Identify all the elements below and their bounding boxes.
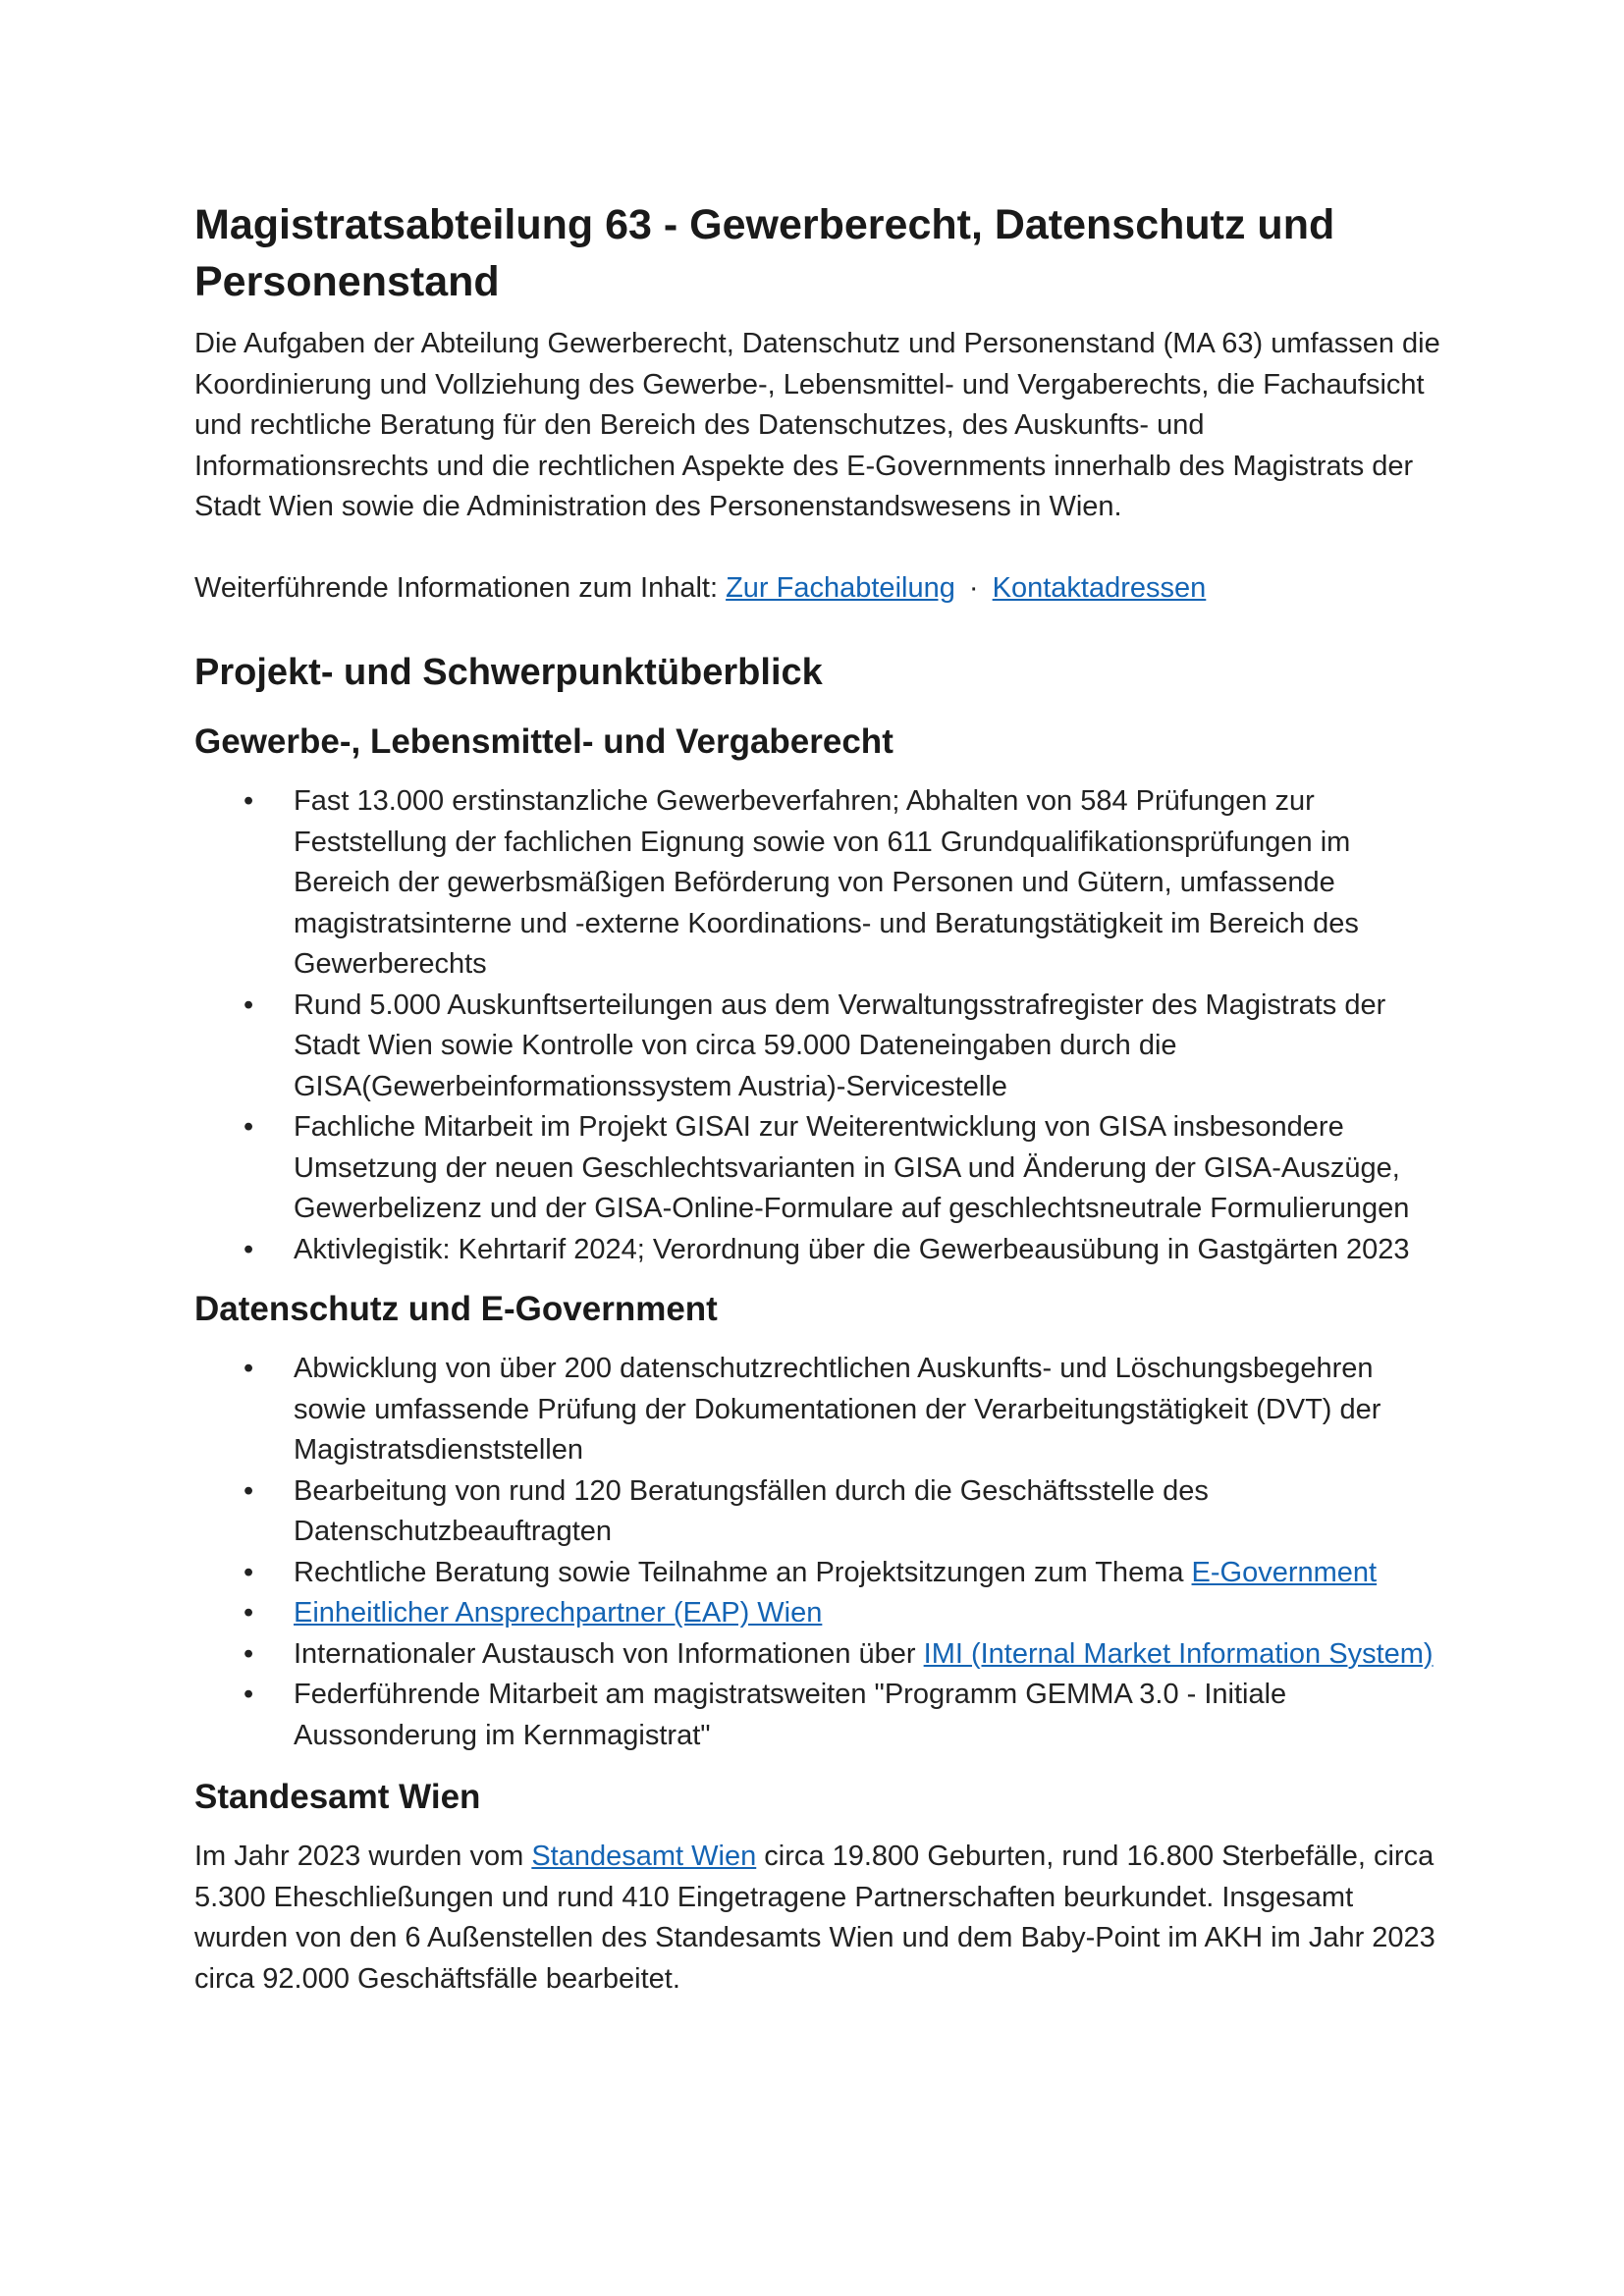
list-item	[194, 1634, 1441, 1676]
document-page	[194, 196, 1441, 2000]
list-item-text: Rechtliche Beratung sowie Teilnahme an Projektsitzungen zum Thema	[294, 1556, 1184, 1588]
section-heading-gewerbe: Gewerbe-, Lebensmittel- und Vergaberecht	[194, 722, 893, 761]
list-item: • Bearbeitung von rund 120 Beratungsfällen durch die Geschäftsstelle des Datenschutzbeauftragten	[194, 1471, 1441, 1553]
fachabteilung-link[interactable]: Zur Fachabteilung	[726, 571, 955, 604]
overview-heading: Projekt- und Schwerpunktüberblick	[194, 652, 823, 693]
e-government-link[interactable]: E-Government	[1191, 1556, 1378, 1588]
link-separator: ·	[968, 571, 979, 604]
list-item: • Aktivlegistik: Kehrtarif 2024; Verordnung über die Gewerbeausübung in Gastgärten 2023	[194, 1230, 1441, 1271]
more-info-line	[194, 568, 1441, 610]
datenschutz-list	[194, 1349, 1441, 1756]
imi-link[interactable]: IMI (Internal Market Information System)	[923, 1637, 1434, 1670]
standesamt-text-after: circa 19.800 Geburten, rund 16.800 Sterbefälle, circa 5.300 Eheschließungen und rund 410 Eingetragene Partnerschaften beurkundet. Insgesamt wurden von den 6 Außenstellen des Standesamts Wien und dem Baby-Point im AKH im Jahr 2023 circa 92.000 Geschäftsfälle bearbeitet.	[194, 1841, 1435, 1995]
list-item: • Federführende Mitarbeit am magistratsweiten "Programm GEMMA 3.0 - Initiale Aussonderung im Kernmagistrat"	[194, 1675, 1441, 1756]
intro-paragraph: Die Aufgaben der Abteilung Gewerberecht, Datenschutz und Personenstand (MA 63) umfassen die Koordinierung und Vollziehung des Gewerbe-, Lebensmittel- und Vergaberechts, die Fachaufsicht und rechtliche Beratung für den Bereich des Datenschutzes, des Auskunfts- und Informationsrechts und die rechtlichen Aspekte des E-Governments innerhalb des Magistrats der Stadt Wien sowie die Administration des Personenstandswesens in Wien.	[194, 328, 1440, 522]
list-item: • Fachliche Mitarbeit im Projekt GISAI zur Weiterentwicklung von GISA insbesondere Umsetzung der neuen Geschlechtsvarianten in GISA und Änderung der GISA-Auszüge, Gewerbelizenz und der GISA-Online-Formulare auf geschlechtsneutrale Formulierungen	[194, 1107, 1441, 1230]
list-item	[194, 1593, 1441, 1634]
list-item-text: Internationaler Austausch von Informationen über	[294, 1637, 916, 1670]
more-info-label: Weiterführende Informationen zum Inhalt:	[194, 571, 719, 604]
list-item: • Abwicklung von über 200 datenschutzrechtlichen Auskunfts- und Löschungsbegehren sowie umfassende Prüfung der Dokumentationen der Verarbeitungstätigkeit (DVT) der Magistratsdienststellen	[194, 1349, 1441, 1471]
eap-wien-link[interactable]: Einheitlicher Ansprechpartner (EAP) Wien	[294, 1597, 823, 1629]
list-item: • Rund 5.000 Auskunftserteilungen aus dem Verwaltungsstrafregister des Magistrats der Stadt Wien sowie Kontrolle von circa 59.000 Dateneingaben durch die GISA(Gewerbeinformationssystem Austria)-Servicestelle	[194, 986, 1441, 1108]
list-item	[194, 1553, 1441, 1594]
list-item: • Fast 13.000 erstinstanzliche Gewerbeverfahren; Abhalten von 584 Prüfungen zur Feststellung der fachlichen Eignung sowie von 611 Grundqualifikationsprüfungen im Bereich der gewerbsmäßigen Beförderung von Personen und Gütern, umfassende magistratsinterne und -externe Koordinations- und Beratungstätigkeit im Bereich des Gewerberechts	[194, 781, 1441, 986]
page-title: Magistratsabteilung 63 - Gewerberecht, Datenschutz und Personenstand	[194, 201, 1335, 305]
kontaktadressen-link[interactable]: Kontaktadressen	[992, 571, 1207, 604]
gewerbe-list	[194, 781, 1441, 1270]
section-heading-standesamt: Standesamt Wien	[194, 1778, 481, 1816]
section-heading-datenschutz: Datenschutz und E-Government	[194, 1290, 718, 1328]
standesamt-text-before: Im Jahr 2023 wurden vom	[194, 1841, 524, 1872]
standesamt-paragraph	[194, 1837, 1441, 2000]
standesamt-wien-link[interactable]: Standesamt Wien	[531, 1841, 757, 1872]
